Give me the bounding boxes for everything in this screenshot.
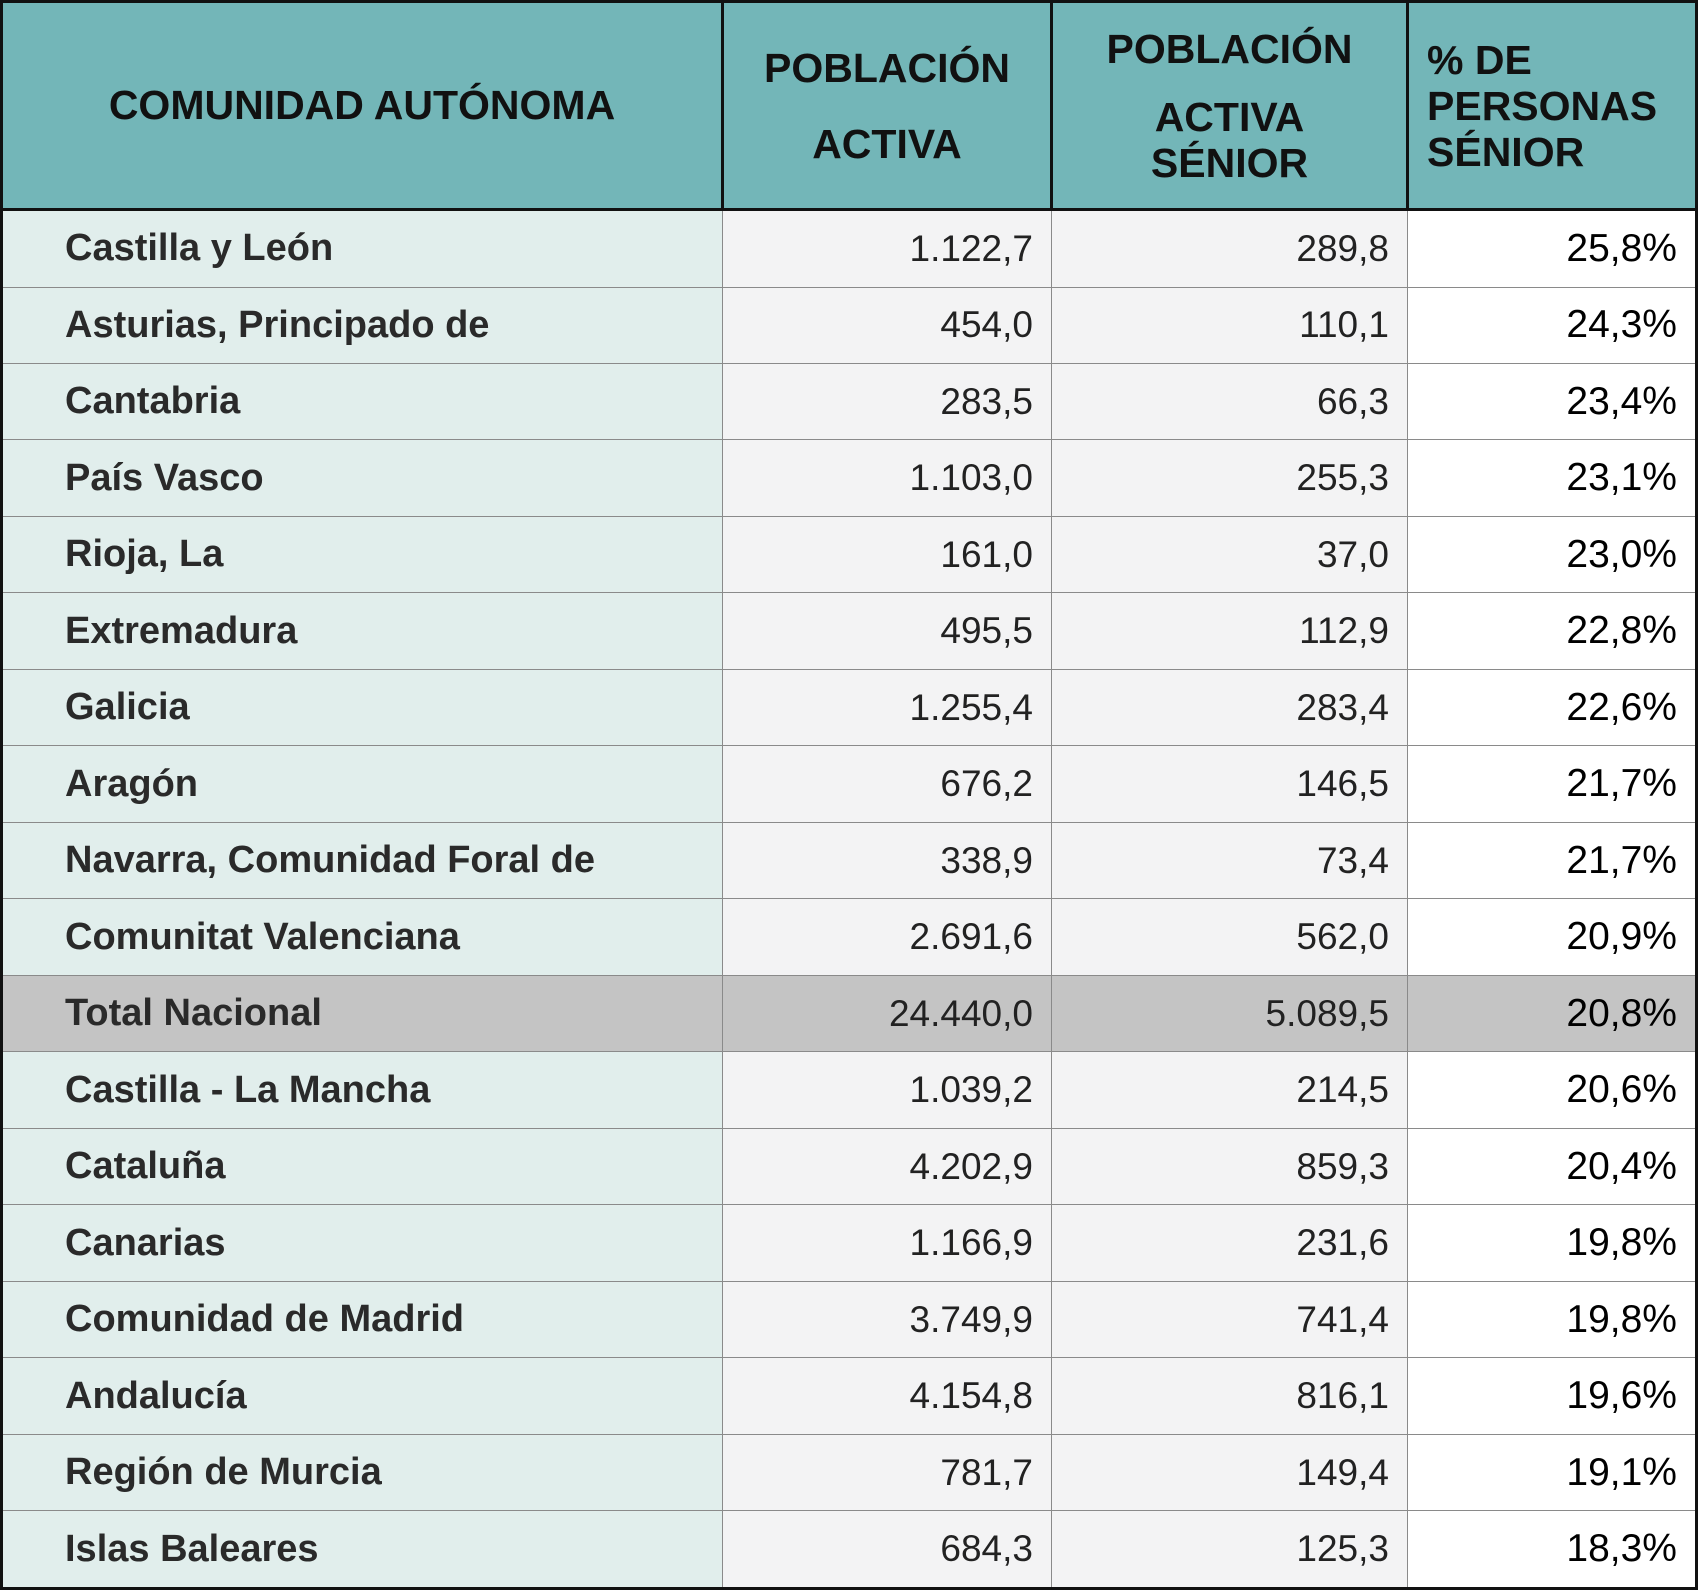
region-name-cell: Aragón (2, 746, 723, 822)
poblacion-activa-cell: 283,5 (723, 363, 1052, 439)
poblacion-senior-cell: 289,8 (1052, 210, 1408, 288)
poblacion-activa-cell: 1.122,7 (723, 210, 1052, 288)
poblacion-senior-cell: 66,3 (1052, 363, 1408, 439)
header-pct-line3: SÉNIOR (1427, 128, 1585, 175)
region-name-cell: Castilla - La Mancha (2, 1052, 723, 1128)
region-name-cell: Castilla y León (2, 210, 723, 288)
poblacion-activa-cell: 1.255,4 (723, 669, 1052, 745)
poblacion-activa-cell: 454,0 (723, 287, 1052, 363)
table-row (2, 440, 1697, 516)
poblacion-activa-cell: 1.166,9 (723, 1205, 1052, 1281)
poblacion-senior-cell: 110,1 (1052, 287, 1408, 363)
pct-senior-cell: 24,3% (1408, 287, 1697, 363)
poblacion-senior-cell: 112,9 (1052, 593, 1408, 669)
poblacion-senior-cell: 231,6 (1052, 1205, 1408, 1281)
pct-senior-cell: 21,7% (1408, 746, 1697, 822)
region-name-cell: Comunidad de Madrid (2, 1281, 723, 1357)
table-row (2, 669, 1697, 745)
poblacion-senior-cell: 255,3 (1052, 440, 1408, 516)
poblacion-activa-cell: 495,5 (723, 593, 1052, 669)
poblacion-senior-cell: 214,5 (1052, 1052, 1408, 1128)
table-row (2, 746, 1697, 822)
header-poblacion-activa-line1: POBLACIÓN (764, 44, 1010, 91)
table-row (2, 1511, 1697, 1589)
poblacion-senior-cell: 816,1 (1052, 1358, 1408, 1434)
poblacion-senior-cell: 146,5 (1052, 746, 1408, 822)
table-header (2, 2, 1697, 210)
table-row (2, 1281, 1697, 1357)
total-row (2, 975, 1697, 1051)
pct-senior-cell: 20,4% (1408, 1128, 1697, 1204)
pct-senior-cell: 20,8% (1408, 975, 1697, 1051)
pct-senior-cell: 22,8% (1408, 593, 1697, 669)
pct-senior-cell: 18,3% (1408, 1511, 1697, 1589)
pct-senior-cell: 19,1% (1408, 1434, 1697, 1510)
table-row (2, 1434, 1697, 1510)
region-name-cell: Islas Baleares (2, 1511, 723, 1589)
header-pct-line1: % DE (1427, 36, 1532, 83)
poblacion-activa-cell: 1.103,0 (723, 440, 1052, 516)
poblacion-activa-cell: 781,7 (723, 1434, 1052, 1510)
table-row (2, 1128, 1697, 1204)
region-name-cell: Cataluña (2, 1128, 723, 1204)
table-row (2, 363, 1697, 439)
poblacion-activa-cell: 24.440,0 (723, 975, 1052, 1051)
poblacion-senior-cell: 37,0 (1052, 516, 1408, 592)
header-senior-line2: ACTIVA (1154, 93, 1305, 140)
region-name-cell: Navarra, Comunidad Foral de (2, 822, 723, 898)
pct-senior-cell: 25,8% (1408, 210, 1697, 288)
header-poblacion-activa-senior (1052, 2, 1408, 210)
poblacion-senior-cell: 73,4 (1052, 822, 1408, 898)
poblacion-senior-cell: 741,4 (1052, 1281, 1408, 1357)
poblacion-activa-cell: 676,2 (723, 746, 1052, 822)
pct-senior-cell: 19,8% (1408, 1205, 1697, 1281)
table-row (2, 210, 1697, 288)
region-name-cell: Total Nacional (2, 975, 723, 1051)
pct-senior-cell: 19,8% (1408, 1281, 1697, 1357)
table-body (2, 210, 1697, 1589)
header-pct-line2: PERSONAS (1427, 82, 1658, 129)
poblacion-activa-cell: 684,3 (723, 1511, 1052, 1589)
table-row (2, 1205, 1697, 1281)
region-name-cell: Región de Murcia (2, 1434, 723, 1510)
pct-senior-cell: 23,1% (1408, 440, 1697, 516)
table-row (2, 1358, 1697, 1434)
poblacion-activa-cell: 161,0 (723, 516, 1052, 592)
region-name-cell: Andalucía (2, 1358, 723, 1434)
header-row (2, 2, 1697, 210)
poblacion-activa-cell: 3.749,9 (723, 1281, 1052, 1357)
poblacion-activa-cell: 1.039,2 (723, 1052, 1052, 1128)
pct-senior-cell: 23,4% (1408, 363, 1697, 439)
header-pct-senior (1408, 2, 1697, 210)
region-name-cell: Asturias, Principado de (2, 287, 723, 363)
poblacion-activa-cell: 4.202,9 (723, 1128, 1052, 1204)
region-name-cell: Cantabria (2, 363, 723, 439)
poblacion-activa-cell: 338,9 (723, 822, 1052, 898)
poblacion-senior-cell: 125,3 (1052, 1511, 1408, 1589)
pct-senior-cell: 21,7% (1408, 822, 1697, 898)
region-name-cell: Canarias (2, 1205, 723, 1281)
pct-senior-cell: 23,0% (1408, 516, 1697, 592)
header-senior-line1: POBLACIÓN (1106, 25, 1353, 72)
region-name-cell: Rioja, La (2, 516, 723, 592)
region-name-cell: Extremadura (2, 593, 723, 669)
poblacion-senior-cell: 149,4 (1052, 1434, 1408, 1510)
region-name-cell: Comunitat Valenciana (2, 899, 723, 975)
pct-senior-cell: 20,6% (1408, 1052, 1697, 1128)
table-row (2, 516, 1697, 592)
table-row (2, 822, 1697, 898)
header-poblacion-activa (723, 2, 1052, 210)
poblacion-senior-cell: 562,0 (1052, 899, 1408, 975)
pct-senior-cell: 19,6% (1408, 1358, 1697, 1434)
header-poblacion-activa-line2: ACTIVA (812, 120, 962, 167)
poblacion-senior-cell: 859,3 (1052, 1128, 1408, 1204)
poblacion-senior-cell: 283,4 (1052, 669, 1408, 745)
region-name-cell: País Vasco (2, 440, 723, 516)
table-row (2, 1052, 1697, 1128)
table-row (2, 593, 1697, 669)
table-row (2, 287, 1697, 363)
poblacion-activa-cell: 2.691,6 (723, 899, 1052, 975)
region-name-cell: Galicia (2, 669, 723, 745)
pct-senior-cell: 22,6% (1408, 669, 1697, 745)
pct-senior-cell: 20,9% (1408, 899, 1697, 975)
poblacion-activa-cell: 4.154,8 (723, 1358, 1052, 1434)
header-comunidad: COMUNIDAD AUTÓNOMA (2, 2, 723, 210)
table-row (2, 899, 1697, 975)
header-senior-line3: SÉNIOR (1150, 139, 1309, 186)
poblacion-senior-cell: 5.089,5 (1052, 975, 1408, 1051)
